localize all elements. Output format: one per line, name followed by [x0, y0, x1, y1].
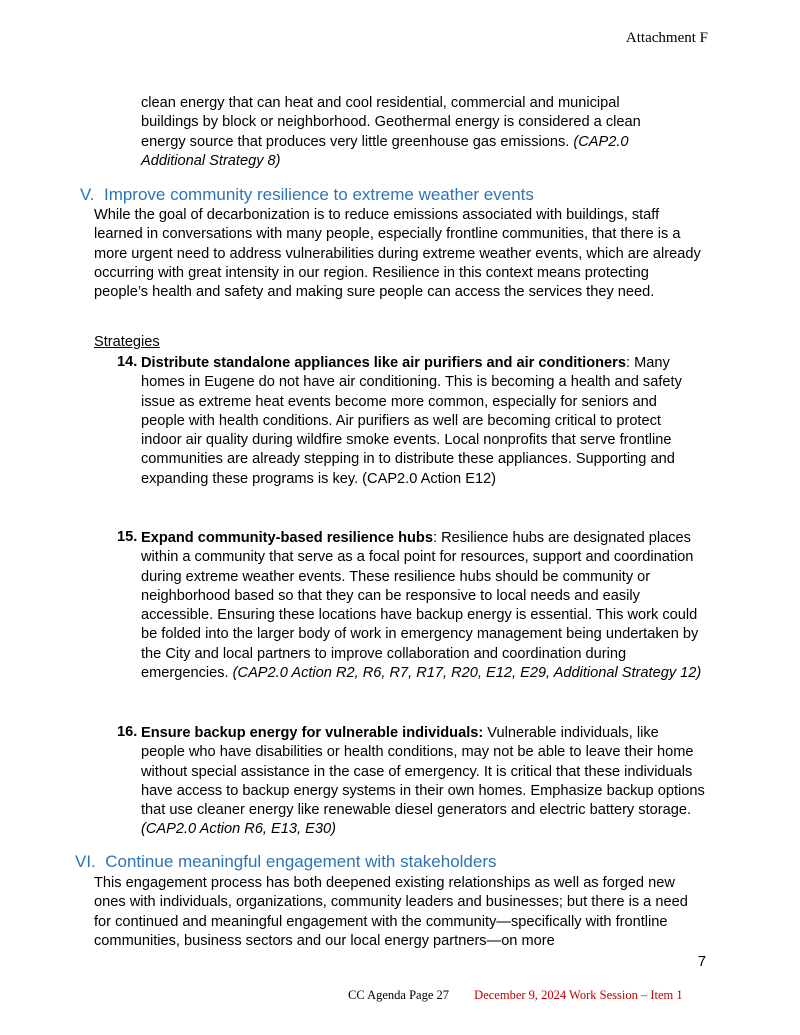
- item-16-title: Ensure backup energy for vulnerable individuals:: [141, 725, 484, 741]
- item-15-title: Expand community-based resilience hubs: [141, 530, 433, 546]
- intro-text: clean energy that can heat and cool residential, commercial and municipal buildings by block or neighborhood. Geothermal energy is considered a clean energy source that produces very little greenhouse gas emissions.: [141, 95, 641, 150]
- item-14-text: : Many homes in Eugene do not have air conditioning. This is becoming a health and safety issue as extreme heat events become more common, especially for seniors and people with health conditions. Air purifiers as well are becoming critical to protect indoor air quality during wildfire smoke events. Local nonprofits that serve frontline communities are already stepping in to distribute these appliances. Supporting and expanding these programs is key. (CAP2.0 Action E12): [141, 355, 682, 487]
- footer-session: December 9, 2024 Work Session – Item 1: [474, 988, 683, 1002]
- section-5-title: Improve community resilience to extreme weather events: [103, 185, 534, 204]
- footer-agenda: CC Agenda Page 27: [348, 988, 450, 1002]
- item-15-ref: (CAP2.0 Action R2, R6, R7, R17, R20, E12, E29, Additional Strategy 12): [232, 665, 702, 682]
- item-16: [141, 724, 706, 840]
- item-14-number: 14.: [117, 354, 138, 370]
- item-16-text: Vulnerable individuals, like people who have disabilities or health conditions, may not be able to leave their home without special assistance in the case of emergency. It is critical that these individuals have access to backup energy systems in their own homes. Emphasize backup options that use cleaner energy like renewable diesel generators and electric battery storage.: [141, 725, 705, 819]
- item-15-number: 15.: [117, 529, 138, 545]
- section-5-heading: [80, 185, 534, 205]
- intro-ref: (CAP2.0 Additional Strategy 8): [141, 133, 629, 169]
- strategies-label: Strategies: [94, 334, 160, 350]
- item-14: [141, 354, 701, 489]
- item-15: [141, 529, 706, 683]
- item-16-ref: (CAP2.0 Action R6, E13, E30): [141, 821, 336, 838]
- item-15-text: : Resilience hubs are designated places within a community that serve as a focal point for resources, support and coordination during extreme weather events. These resilience hubs should be community or neighborhood based so that they can be responsive to local needs and easily accessible. Ensuring these locations have backup energy is essential. This work could be folded into the larger body of work in emergency management being undertaken by the City and local partners to improve collaboration and coordination during emergencies.: [141, 530, 699, 682]
- intro-paragraph: [141, 94, 681, 171]
- item-16-number: 16.: [117, 724, 138, 740]
- section-5-body: While the goal of decarbonization is to reduce emissions associated with buildings, staff learned in conversations with many people, especially frontline communities, that there is a more urgent need to address vulnerabilities during extreme weather events, which are already occurring with great intensity in our region. Resilience in this context means protecting people’s health and safety and making sure people can access the services they need.: [94, 207, 701, 301]
- attachment-label: Attachment F: [625, 30, 708, 46]
- section-6-number: VI.: [75, 852, 96, 871]
- footer: [348, 988, 683, 1003]
- item-14-title: Distribute standalone appliances like air purifiers and air conditioners: [141, 355, 626, 371]
- section-5-number: V.: [80, 185, 95, 204]
- section-6-body: This engagement process has both deepened existing relationships as well as forged new ones with individuals, organizations, community leaders and businesses; but there is a need for continued and meaningful engagement with the community—specifically with frontline communities, business sectors and our local energy partners—on more: [94, 875, 688, 949]
- section-6-heading: [75, 852, 497, 872]
- section-6-title: Continue meaningful engagement with stakeholders: [105, 852, 497, 871]
- page-number: 7: [697, 954, 706, 970]
